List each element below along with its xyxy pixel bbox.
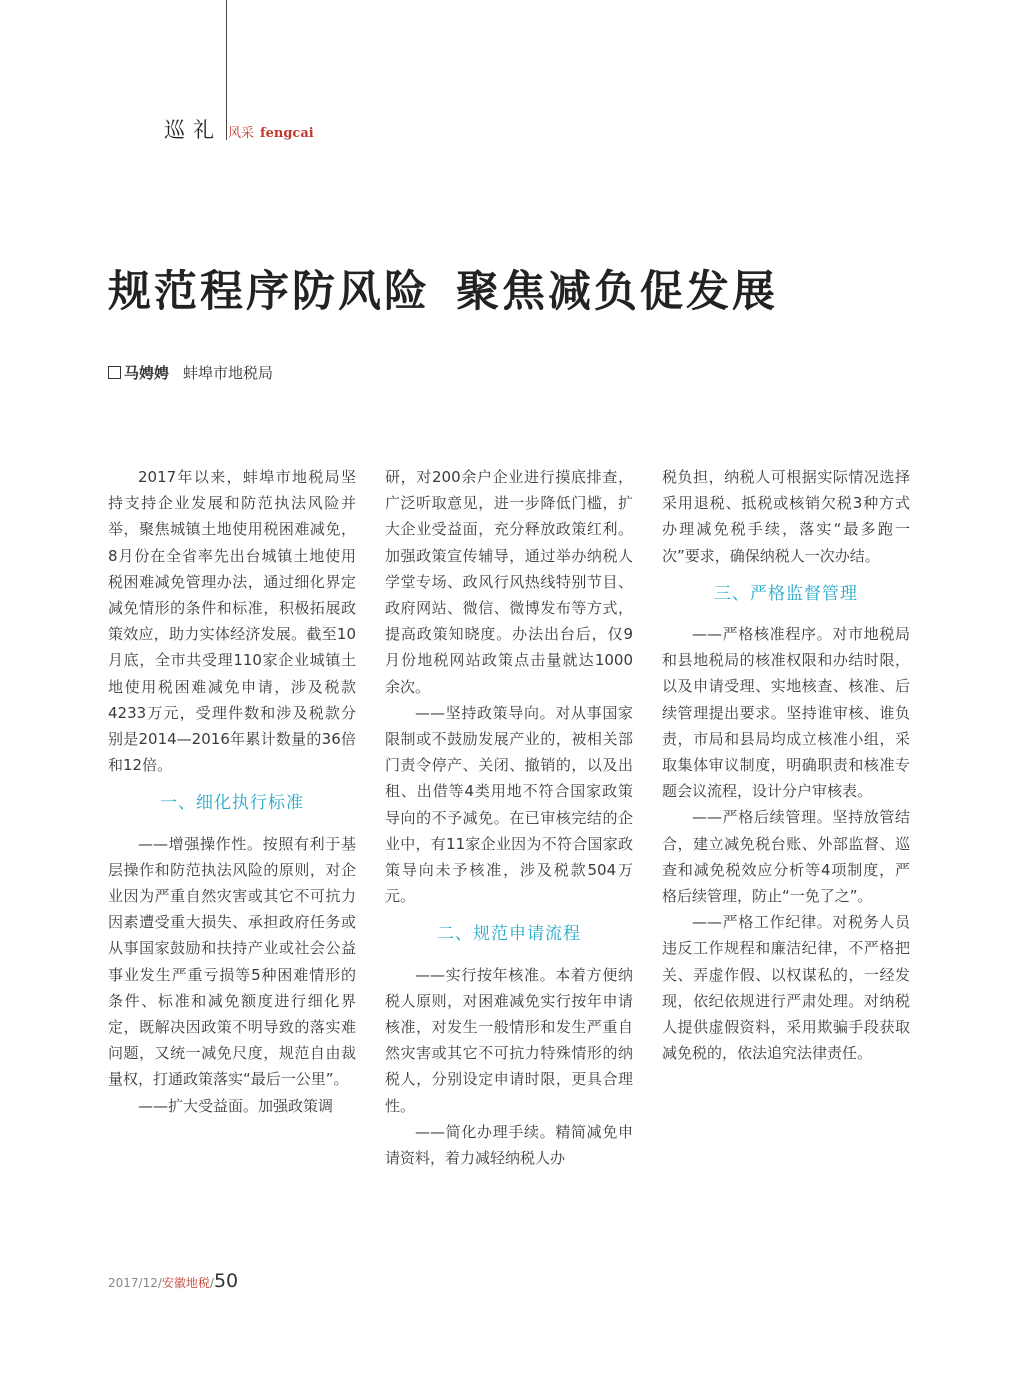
byline [108, 362, 273, 383]
paragraph: ——严格后续管理。坚持放管结合，建立减免税台账、外部监督、巡查和减免税效应分析等4项制度，严格后续管理，防止“一免了之”。 [662, 808, 910, 906]
author-name: 马娉娉 [124, 364, 170, 382]
paragraph: ——简化办理手续。精简减免申请资料，着力减轻纳税人办 [385, 1122, 633, 1168]
section-heading-1: 一、细化执行标准 [160, 793, 304, 814]
paragraph: ——严格核准程序。对市地税局和县地税局的核准权限和办结时限，以及申请受理、实地核查、核准、后续管理提出要求。坚持谁审核、谁负责，市局和县局均成立核准小组，采取集体审议制度，明确职责和核准专题会议流程，设计分户审核表。 [662, 625, 910, 801]
paragraph: ——扩大受益面。加强政策调 [138, 1096, 334, 1115]
paragraph: ——坚持政策导向。对从事国家限制或不鼓励发展产业的，被相关部门责令停产、关闭、撤销的，以及出租、出借等4类用地不符合国家政策导向的不予减免。在已审核完结的企业中，有11家企业因为不符合国家政策导向未予核准，涉及税款504万元。 [385, 703, 633, 906]
footer-slash: / [209, 1276, 214, 1290]
paragraph: 税负担，纳税人可根据实际情况选择采用退税、抵税或核销欠税3种方式办理减免税手续，落实“最多跑一次”要求，确保纳税人一次办结。 [662, 468, 910, 565]
section-name: 巡礼 [164, 118, 222, 142]
column-1 [108, 464, 356, 1119]
page-footer [108, 1270, 238, 1292]
author-org: 蚌埠市地税局 [183, 364, 274, 382]
article-title-part2: 聚焦减负促发展 [456, 267, 778, 317]
paragraph: 2017年以来，蚌埠市地税局坚持支持企业发展和防范执法风险并举，聚焦城镇土地使用税困难减免，8月份在全省率先出台城镇土地使用税困难减免管理办法，通过细化界定减免情形的条件和标准，积极拓展政策效应，助力实体经济发展。截至10月底，全市共受理110家企业城镇土地使用税困难减免申请，涉及税款4233万元，受理件数和涉及税款分别是2014—2016年累计数量的36倍和12倍。 [108, 468, 356, 775]
section-heading-2: 二、规范申请流程 [437, 924, 581, 945]
subsection-name: 风采 [228, 126, 255, 141]
paragraph: ——增强操作性。按照有利于基层操作和防范执法风险的原则，对企业因为严重自然灾害或其它不可抗力因素遭受重大损失、承担政府任务或从事国家鼓励和扶持产业或社会公益事业发生严重亏损等5种困难情形的条件、标准和减免额度进行细化界定，既解决因政策不明导致的落实难问题，又统一减免尺度，规范自由裁量权，打通政策落实“最后一公里”。 [108, 834, 356, 1089]
subsection-pinyin: fengcai [260, 126, 314, 141]
paragraph: ——严格工作纪律。对税务人员违反工作规程和廉洁纪律，不严格把关、弄虚作假、以权谋私的，一经发现，依纪依规进行严肃处理。对纳税人提供虚假资料，采用欺骗手段获取减免税的，依法追究法律责任。 [662, 913, 910, 1063]
column-3 [662, 464, 910, 1066]
article-title-part1: 规范程序防风险 [108, 267, 430, 317]
footer-date: 2017/12/ [108, 1276, 162, 1290]
paragraph: 研，对200余户企业进行摸底排查，广泛听取意见，进一步降低门槛，扩大企业受益面，充分释放政策红利。加强政策宣传辅导，通过举办纳税人学堂专场、政风行风热线特别节目、政府网站、微信、微博发布等方式，提高政策知晓度。办法出台后，仅9月份地税网站政策点击量就达1000余次。 [385, 468, 633, 696]
column-2 [385, 464, 633, 1171]
article-title [108, 258, 778, 319]
paragraph: ——实行按年核准。本着方便纳税人原则，对困难减免实行按年申请核准，对发生一般情形和发生严重自然灾害或其它不可抗力特殊情形的纳税人，分别设定申请时限，更具合理性。 [385, 965, 633, 1115]
section-heading-3: 三、严格监督管理 [714, 583, 858, 604]
footer-magazine: 安徽地税 [161, 1276, 210, 1290]
section-tag [164, 114, 314, 144]
byline-square-icon [108, 366, 121, 379]
page-number: 50 [213, 1270, 239, 1292]
